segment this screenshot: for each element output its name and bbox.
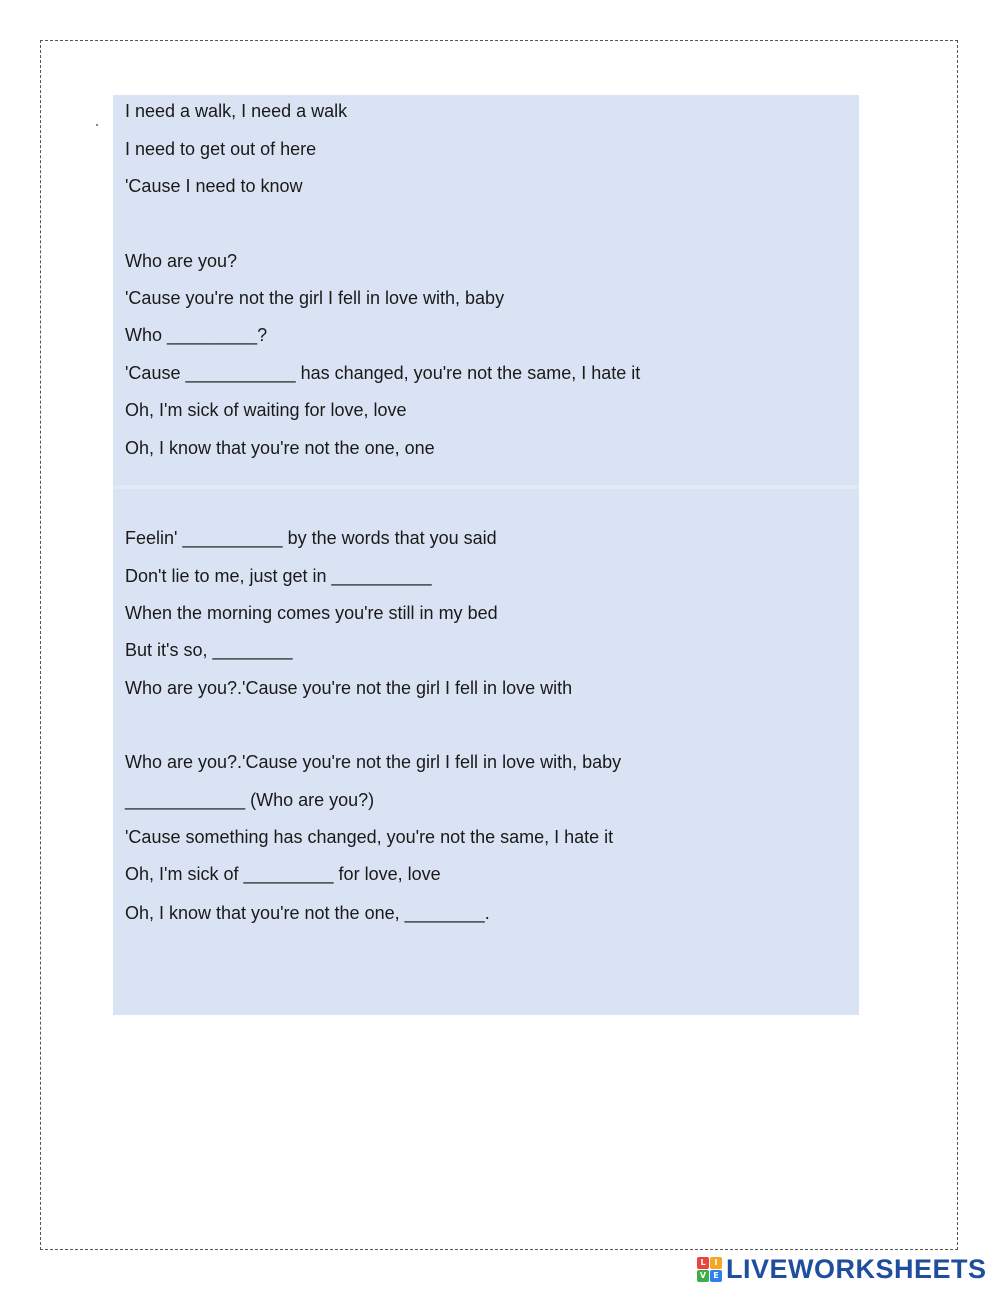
lyric-line: Oh, I'm sick of waiting for love, love [125,400,407,420]
lyric-line-blank[interactable]: Feelin' __________ by the words that you said [125,528,497,548]
block-divider [113,485,859,489]
brand-name: LIVEWORKSHEETS [726,1253,987,1284]
lyric-line-blank[interactable]: Oh, I know that you're not the one, ________. [125,903,490,923]
logo-block: V [697,1270,709,1282]
lyric-line: 'Cause something has changed, you're not the same, I hate it [125,827,614,847]
lyric-line: I need a walk, I need a walk [125,101,348,121]
lyric-line: When the morning comes you're still in my bed [125,603,498,623]
lyric-line: Who are you?.'Cause you're not the girl I fell in love with [125,678,573,698]
lyric-line: Who are you? [125,251,238,271]
lyric-line: I need to get out of here [125,139,317,159]
logo-blocks-icon [697,1257,722,1282]
logo-block: I [710,1257,722,1269]
stray-mark [96,124,98,126]
lyric-line-blank[interactable]: 'Cause ___________ has changed, you're not the same, I hate it [125,363,641,383]
lyric-line: Who are you?.'Cause you're not the girl I fell in love with, baby [125,752,622,772]
lyric-line-blank[interactable]: Don't lie to me, just get in __________ [125,566,432,586]
footer-logo[interactable] [697,1254,987,1284]
logo-block: E [710,1270,722,1282]
lyric-line-blank[interactable]: Who _________? [125,325,268,345]
lyric-line: 'Cause you're not the girl I fell in love with, baby [125,288,505,308]
lyric-line-blank[interactable]: Oh, I'm sick of _________ for love, love [125,864,441,884]
lyric-line: Oh, I know that you're not the one, one [125,438,435,458]
logo-block: L [697,1257,709,1269]
lyric-line: 'Cause I need to know [125,176,303,196]
lyric-line-blank[interactable]: ____________ (Who are you?) [125,790,375,810]
lyric-line-blank[interactable]: But it's so, ________ [125,640,293,660]
